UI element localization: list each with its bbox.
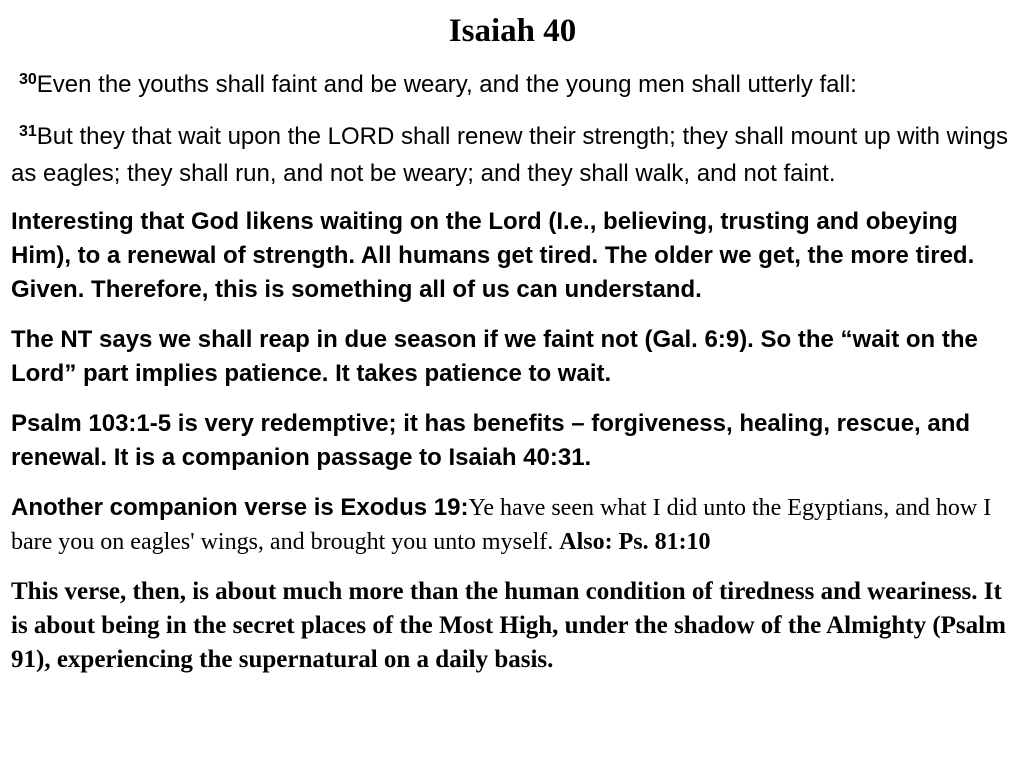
companion-verse-paragraph [11, 491, 1014, 559]
page-title: Isaiah 40 [448, 13, 577, 49]
also-reference: Also: Ps. 81:10 [559, 529, 711, 555]
closing-paragraph: This verse, then, is about much more than the human condition of tiredness and weariness. It is about being in the secret places of the Most High, under the shadow of the Almighty (Psalm 91), experiencing the supernatural on a daily basis. [11, 578, 1006, 673]
verse-30 [11, 68, 1014, 105]
commentary-paragraph: The NT says we shall reap in due season if we faint not (Gal. 6:9). So the “wait on the Lord” part implies patience. It takes patience to wait. [11, 326, 978, 387]
verse-text: Even the youths shall faint and be weary, and the young men shall utterly fall: [36, 71, 857, 98]
exodus-quote: Ye have seen what I did unto the Egyptians, and how I bare you on eagles' wings, and brought you unto myself. [11, 495, 992, 555]
commentary-paragraph: Interesting that God likens waiting on the Lord (I.e., believing, trusting and obeying Him), to a renewal of strength. All humans get tired. The older we get, the more tired. Given. Therefore, this is something all of us can understand. [11, 208, 975, 303]
verse-number: 31 [19, 123, 37, 140]
verse-number: 30 [19, 71, 37, 88]
commentary-paragraph: Psalm 103:1-5 is very redemptive; it has benefits – forgiveness, healing, rescue, and renewal. It is a companion passage to Isaiah 40:31. [11, 410, 971, 471]
companion-lead: Another companion verse is Exodus 19: [11, 494, 469, 521]
verse-31 [11, 120, 1014, 191]
verse-text: But they that wait upon the LORD shall renew their strength; they shall mount up with wings as eagles; they shall run, and not be weary; and they shall walk, and not faint. [11, 123, 1008, 187]
